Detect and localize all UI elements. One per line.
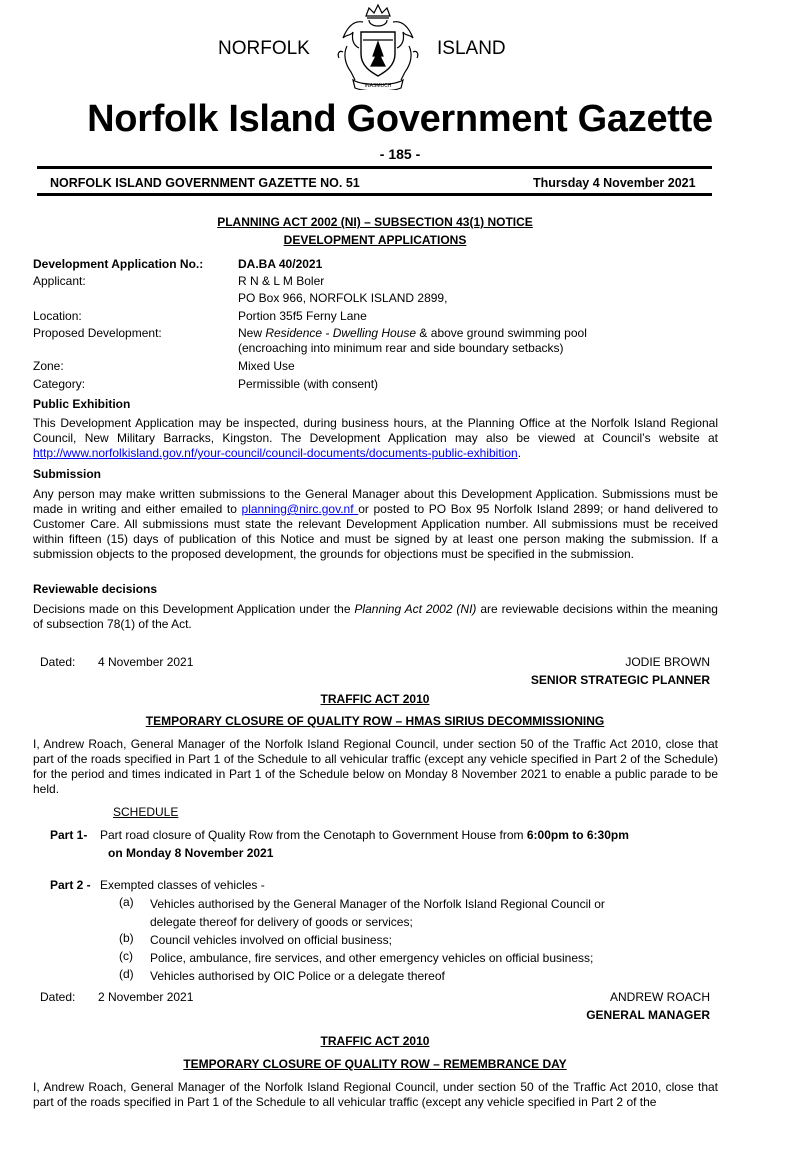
page-number: - 185 -: [379, 146, 421, 162]
notice2-intro: I, Andrew Roach, General Manager of the Norfolk Island Regional Council, under section 50 of the Traffic Act 2010, close that part of the roads specified in Part 1 of the Schedule to all vehicular traffic (except any vehicle specified in Part 2 of the Schedule) for the period and times indicated in Part 1 of the Schedule below on Monday 8 November 2021 to enable a public parade to be held.: [33, 737, 718, 796]
zone-label: Zone:: [33, 359, 64, 373]
submission-heading: Submission: [33, 467, 102, 481]
notice3-heading: TRAFFIC ACT 2010: [320, 1034, 430, 1048]
item-d-letter: (d): [119, 967, 134, 981]
notice1-dated-label: Dated:: [40, 655, 76, 669]
item-a-letter: (a): [119, 895, 134, 909]
crest-motto: INASMUCH: [364, 83, 392, 89]
gazette-issue: NORFOLK ISLAND GOVERNMENT GAZETTE NO. 51: [50, 176, 360, 190]
notice2-dated-value: 2 November 2021: [98, 990, 194, 1004]
item-d-line1: Vehicles authorised by OIC Police or a delegate thereof: [150, 969, 445, 983]
reviewable-text: Decisions made on this Development Application under the Planning Act 2002 (NI) are reviewable decisions within the meaning of subsection 78(1) of the Act.: [33, 602, 718, 631]
location-label: Location:: [33, 309, 82, 323]
part2-text: Exempted classes of vehicles -: [100, 878, 265, 892]
top-rule: [37, 166, 712, 169]
item-a-line2: delegate thereof for delivery of goods or services;: [150, 915, 413, 929]
applicant-label: Applicant:: [33, 274, 86, 288]
notice1-signatory-title: SENIOR STRATEGIC PLANNER: [530, 673, 710, 687]
reviewable-heading: Reviewable decisions: [33, 582, 158, 596]
notice2-signatory-title: GENERAL MANAGER: [586, 1008, 710, 1022]
public-exhibition-heading: Public Exhibition: [33, 397, 131, 411]
bottom-rule: [37, 193, 712, 196]
notice3-subheading: TEMPORARY CLOSURE OF QUALITY ROW – REMEMBRANCE DAY: [183, 1057, 567, 1071]
category-label: Category:: [33, 377, 86, 391]
item-c-line1: Police, ambulance, fire services, and other emergency vehicles on official business;: [150, 951, 594, 965]
part1-day: on Monday 8 November 2021: [108, 846, 274, 860]
notice2-subheading: TEMPORARY CLOSURE OF QUALITY ROW – HMAS SIRIUS DECOMMISSIONING: [145, 714, 605, 728]
notice2-signatory-name: ANDREW ROACH: [609, 990, 710, 1004]
proposed-value: New Residence - Dwelling House & above ground swimming pool: [238, 326, 587, 340]
item-b-line1: Council vehicles involved on official business;: [150, 933, 392, 947]
notice1-heading: PLANNING ACT 2002 (NI) – SUBSECTION 43(1) NOTICE: [217, 215, 533, 229]
public-exhibition-text: This Development Application may be inspected, during business hours, at the Planning Office at the Norfolk Island Regional Council, New Military Barracks, Kingston. The Development Application may also be viewed at Council’s website at http://www.norfolkisland.gov.nf/your-council/council-documents/documents-public-exhibition.: [33, 416, 718, 460]
notice2-dated-label: Dated:: [40, 990, 76, 1004]
gazette-title: Norfolk Island Government Gazette: [87, 98, 713, 140]
notice1-dated-value: 4 November 2021: [98, 655, 194, 669]
item-b-letter: (b): [119, 931, 134, 945]
notice2-heading: TRAFFIC ACT 2010: [320, 692, 430, 706]
exhibition-link[interactable]: http://www.norfolkisland.gov.nf/your-council/council-documents/documents-public-exhibition: [33, 446, 518, 460]
part1-label: Part 1-: [50, 828, 88, 842]
notice3-intro: I, Andrew Roach, General Manager of the Norfolk Island Regional Council, under section 50 of the Traffic Act 2010, close that part of the roads specified in Part 1 of the Schedule to all vehicular traffic (except any vehicle specified in Part 2 of the: [33, 1080, 718, 1109]
header-island: ISLAND: [437, 38, 506, 59]
da-value: DA.BA 40/2021: [238, 257, 323, 271]
item-a-line1: Vehicles authorised by the General Manager of the Norfolk Island Regional Council or: [150, 897, 605, 911]
category-value: Permissible (with consent): [238, 377, 379, 391]
coat-of-arms-icon: [333, 2, 423, 90]
item-c-letter: (c): [119, 949, 133, 963]
header-norfolk: NORFOLK: [218, 38, 310, 59]
proposed-label: Proposed Development:: [33, 326, 162, 340]
gazette-date: Thursday 4 November 2021: [533, 176, 696, 190]
location-value: Portion 35f5 Ferny Lane: [238, 309, 367, 323]
schedule-label: SCHEDULE: [113, 805, 179, 819]
da-label: Development Application No.:: [33, 257, 204, 271]
submission-text: Any person may make written submissions to the General Manager about this Development Application. Submissions must be made in writing and either emailed to planning@nirc.gov.nf or posted to PO Box 95 Norfolk Island 2899; or hand delivered to Customer Care. All submissions must state the relevant Development Application number. All submissions must be received within fifteen (15) days of publication of this Notice and must be signed by at least one person making the submission. If a submission objects to the proposed development, the grounds for objections must be specified in the submission.: [33, 487, 718, 561]
zone-value: Mixed Use: [238, 359, 295, 373]
applicant-value: R N & L M Boler: [238, 274, 325, 288]
notice1-signatory-name: JODIE BROWN: [625, 655, 710, 669]
proposed-value-line2: (encroaching into minimum rear and side boundary setbacks): [238, 341, 564, 355]
applicant-address: PO Box 966, NORFOLK ISLAND 2899,: [238, 291, 448, 305]
part2-label: Part 2 -: [50, 878, 91, 892]
planning-email-link[interactable]: planning@nirc.gov.nf: [241, 502, 359, 516]
notice1-subheading: DEVELOPMENT APPLICATIONS: [283, 233, 467, 247]
part1-text: Part road closure of Quality Row from the Cenotaph to Government House from 6:00pm to 6:30pm: [100, 828, 629, 842]
